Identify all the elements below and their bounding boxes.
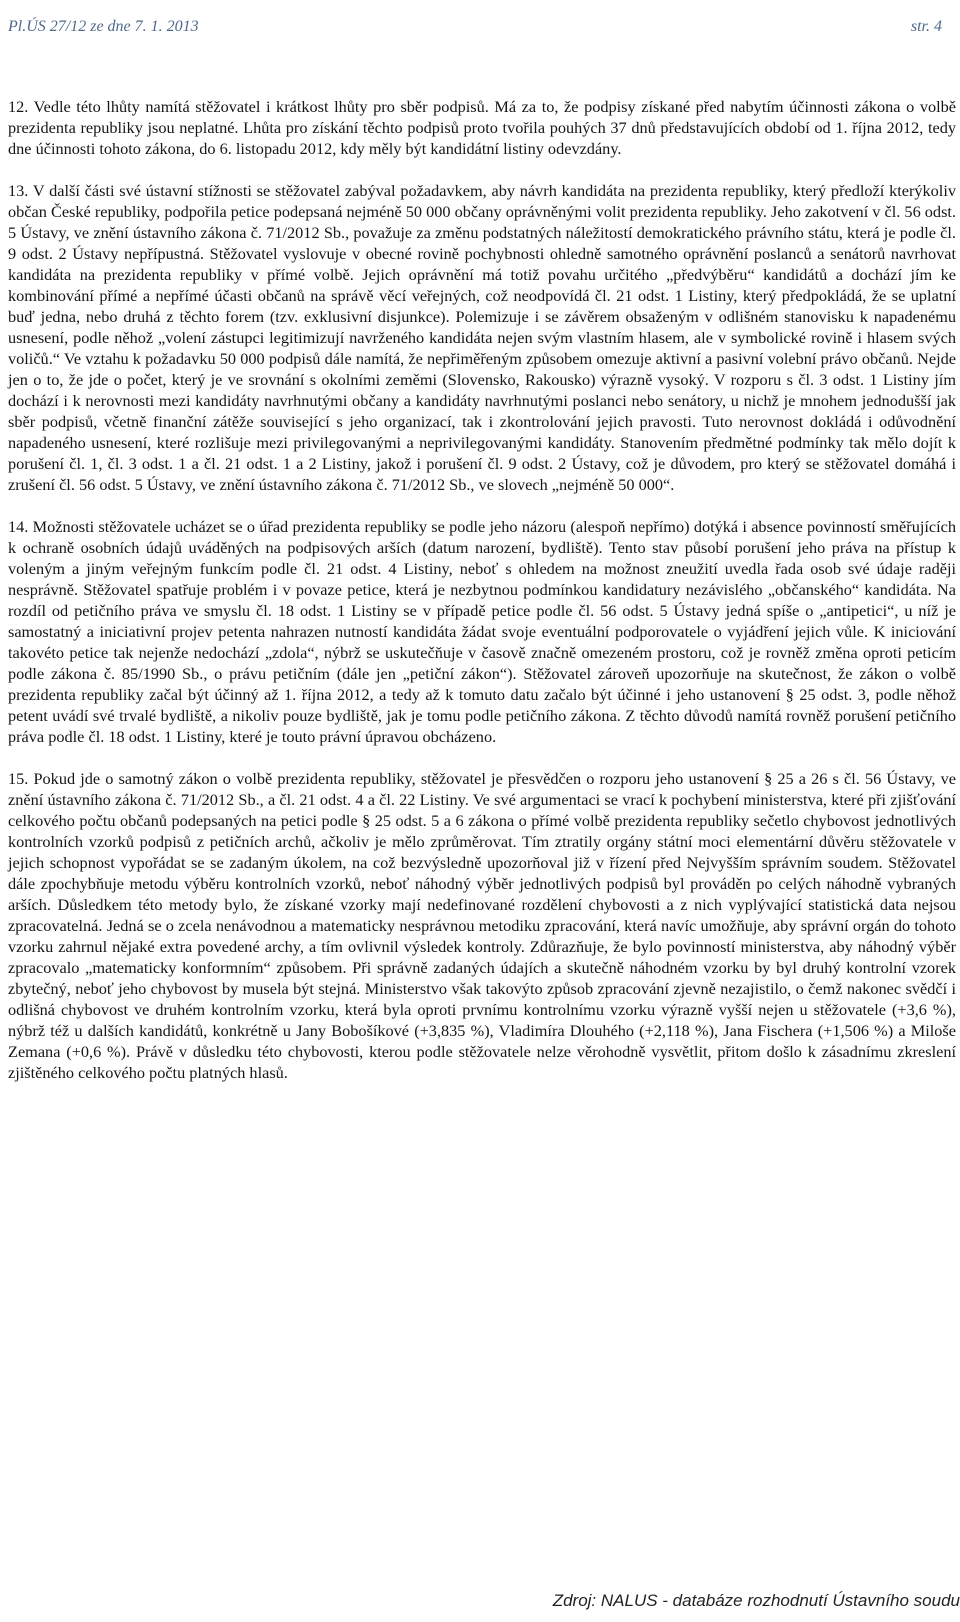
- source-footer: Zdroj: NALUS - databáze rozhodnutí Ústavního soudu: [552, 1591, 960, 1610]
- page-number: str. 4: [910, 18, 942, 35]
- document-reference: Pl.ÚS 27/12 ze dne 7. 1. 2013: [8, 18, 199, 35]
- page-header: [8, 18, 942, 42]
- paragraph-13: 13. V další části své ústavní stížnosti se stěžovatel zabýval požadavkem, aby návrh kandidáta na prezidenta republiky, který předloží kterýkoliv občan České republiky, podpořila petice podepsaná nejméně 50 000 občany oprávněnými volit prezidenta republiky. Jeho zakotvení v čl. 56 odst. 5 Ústavy, ve znění ústavního zákona č. 71/2012 Sb., považuje za změnu podstatných náležitostí demokratického právního státu, která je podle čl. 9 odst. 2 Ústavy nepřípustná. Stěžovatel vyslovuje v obecné rovině pochybnosti ohledně samotného oprávnění poslanců a senátorů navrhovat kandidáta na prezidenta republiky v přímé volbě. Jejich oprávnění má totiž povahu určitého „předvýběru“ kandidátů a dochází jím ke kombinování přímé a nepřímé účasti občanů na správě věcí veřejných, což neodpovídá čl. 21 odst. 1 Listiny, který předpokládá, že se uplatní buď jedna, nebo druhá z těchto forem (tzv. exklusivní disjunkce). Polemizuje i se závěrem obsaženým v odlišném stanovisku k napadenému usnesení, podle něhož „volení zástupci legitimizují navrženého kandidáta nejen svým vlastním hlasem, ale v symbolické rovině i hlasem svých voličů.“ Ve vztahu k požadavku 50 000 podpisů dále namítá, že nepřiměřeným způsobem omezuje aktivní a pasivní volební právo občanů. Nejde jen o to, že jde o počet, který je ve srovnání s okolními zeměmi (Slovensko, Rakousko) výrazně vysoký. V rozporu s čl. 3 odst. 1 Listiny jím dochází i k nerovnosti mezi kandidáty navrhnutými občany a kandidáty navrhnutými poslanci nebo senátory, u nichž je mnohem jednodušší jak sběr podpisů, včetně finanční zátěže související s jeho organizací, tak i zkontrolování jejich pravosti. Tuto nerovnost dokládá i odůvodnění napadeného usnesení, které rozlišuje mezi privilegovanými a neprivilegovanými kandidáty. Stanovením předmětné podmínky tak mělo dojít k porušení čl. 1, čl. 3 odst. 1 a čl. 21 odst. 1 a 2 Listiny, jakož i porušení čl. 9 odst. 2 Ústavy, což je důvodem, pro který se stěžovatel domáhá i zrušení čl. 56 odst. 5 Ústavy, ve znění ústavního zákona č. 71/2012 Sb., ve slovech „nejméně 50 000“.: [8, 181, 956, 494]
- paragraph-12: 12. Vedle této lhůty namítá stěžovatel i krátkost lhůty pro sběr podpisů. Má za to, že podpisy získané před nabytím účinnosti zákona o volbě prezidenta republiky jsou neplatné. Lhůta pro získání těchto podpisů proto tvořila pouhých 37 dnů představujících období od 1. října 2012, tedy dne účinnosti tohoto zákona, do 6. listopadu 2012, kdy měly být kandidátní listiny odevzdány.: [8, 97, 956, 158]
- paragraph-15: 15. Pokud jde o samotný zákon o volbě prezidenta republiky, stěžovatel je přesvědčen o rozporu jeho ustanovení § 25 a 26 s čl. 56 Ústavy, ve znění ústavního zákona č. 71/2012 Sb., a čl. 21 odst. 4 a čl. 22 Listiny. Ve své argumentaci se vrací k pochybení ministerstva, které při zjišťování celkového počtu občanů podepsaných na petici podle § 25 odst. 5 a 6 zákona o přímé volbě prezidenta republiky sečetlo chybovost jednotlivých kontrolních vzorků podpisů z petičních archů, ačkoliv je mělo zprůměrovat. Tím ztratily orgány státní moci elementární důvěru stěžovatele v jejich schopnost vypořádat se se zadaným úkolem, na což bezvýsledně upozorňoval již v řízení před Nejvyšším správním soudem. Stěžovatel dále zpochybňuje metodu výběru kontrolních vzorků, neboť náhodný výběr jednotlivých podpisů byl prováděn po celých náhodně vybraných arších. Důsledkem této metody bylo, že získané vzorky mají nedefinované rozdělení chybovosti a z nich vyplývající statistická data nejsou zpracovatelná. Jedná se o zcela nenávodnou a matematicky nesprávnou metodiku zpracování, která navíc umožňuje, aby správní orgán do tohoto vzorku zahrnul nějaké extra povedené archy, a tím ovlivnil výsledek kontroly. Zdůrazňuje, že bylo povinností ministerstva, aby náhodný výběr zpracovalo „matematicky konformním“ způsobem. Při správně zadaných údajích a skutečně náhodném vzorku by byl druhý kontrolní vzorek zbytečný, neboť jeho chybovost by musela být stejná. Ministerstvo však takovýto způsob zpracování zjevně nezajistilo, o čemž nakonec svědčí i odlišná chybovost ve druhém kontrolním vzorku, která byla oproti prvnímu kontrolnímu vzorku výrazně vyšší nejen u stěžovatele (+3,6 %), nýbrž též u dalších kandidátů, konkrétně u Jany Bobošíkové (+3,835 %), Vladimíra Dlouhého (+2,118 %), Jana Fischera (+1,506 %) a Miloše Zemana (+0,6 %). Právě v důsledku této chybovosti, kterou podle stěžovatele nelze věrohodně vysvětlit, přitom došlo k zásadnímu zkreslení zjištěného celkového počtu platných hlasů.: [8, 769, 956, 1082]
- document-body: [8, 96, 956, 1104]
- paragraph-14: 14. Možnosti stěžovatele ucházet se o úřad prezidenta republiky se podle jeho názoru (alespoň nepřímo) dotýká i absence povinností směřujících k ochraně osobních údajů uváděných na podpisových arších (datum narození, bydliště). Tento stav působí porušení jeho práva na přístup k voleným a jiným veřejným funkcím podle čl. 21 odst. 4 Listiny, neboť s ohledem na možnost zneužití uvedla řada osob své údaje raději nesprávně. Stěžovatel spatřuje problém i v povaze petice, která je nezbytnou podmínkou kandidatury nezávislého „občanského“ kandidáta. Na rozdíl od petičního práva ve smyslu čl. 18 odst. 1 Listiny se v případě petice podle čl. 56 odst. 5 Ústavy jedná spíše o „antipetici“, u níž je samostatný a iniciativní projev petenta nahrazen nutností kandidáta žádat svoje eventuální podporovatele o vyjádření jejich vůle. K iniciování takovéto petice tak nejenže nedochází „zdola“, nýbrž se uskutečňuje v časově značně omezeném prostoru, což je rovněž změna oproti peticím podle zákona č. 85/1990 Sb., o právu petičním (dále jen „petiční zákon“). Stěžovatel zároveň upozorňuje na skutečnost, že zákon o volbě prezidenta republiky začal být účinný až 1. října 2012, a tedy až k tomuto datu začalo být účinné i jeho ustanovení § 25 odst. 3, podle něhož petent uvádí své trvalé bydliště, a nikoliv pouze bydliště, jak je tomu podle petičního zákona. Z těchto důvodů namítá rovněž porušení petičního práva podle čl. 18 odst. 1 Listiny, které je touto právní úpravou obcházeno.: [8, 517, 956, 746]
